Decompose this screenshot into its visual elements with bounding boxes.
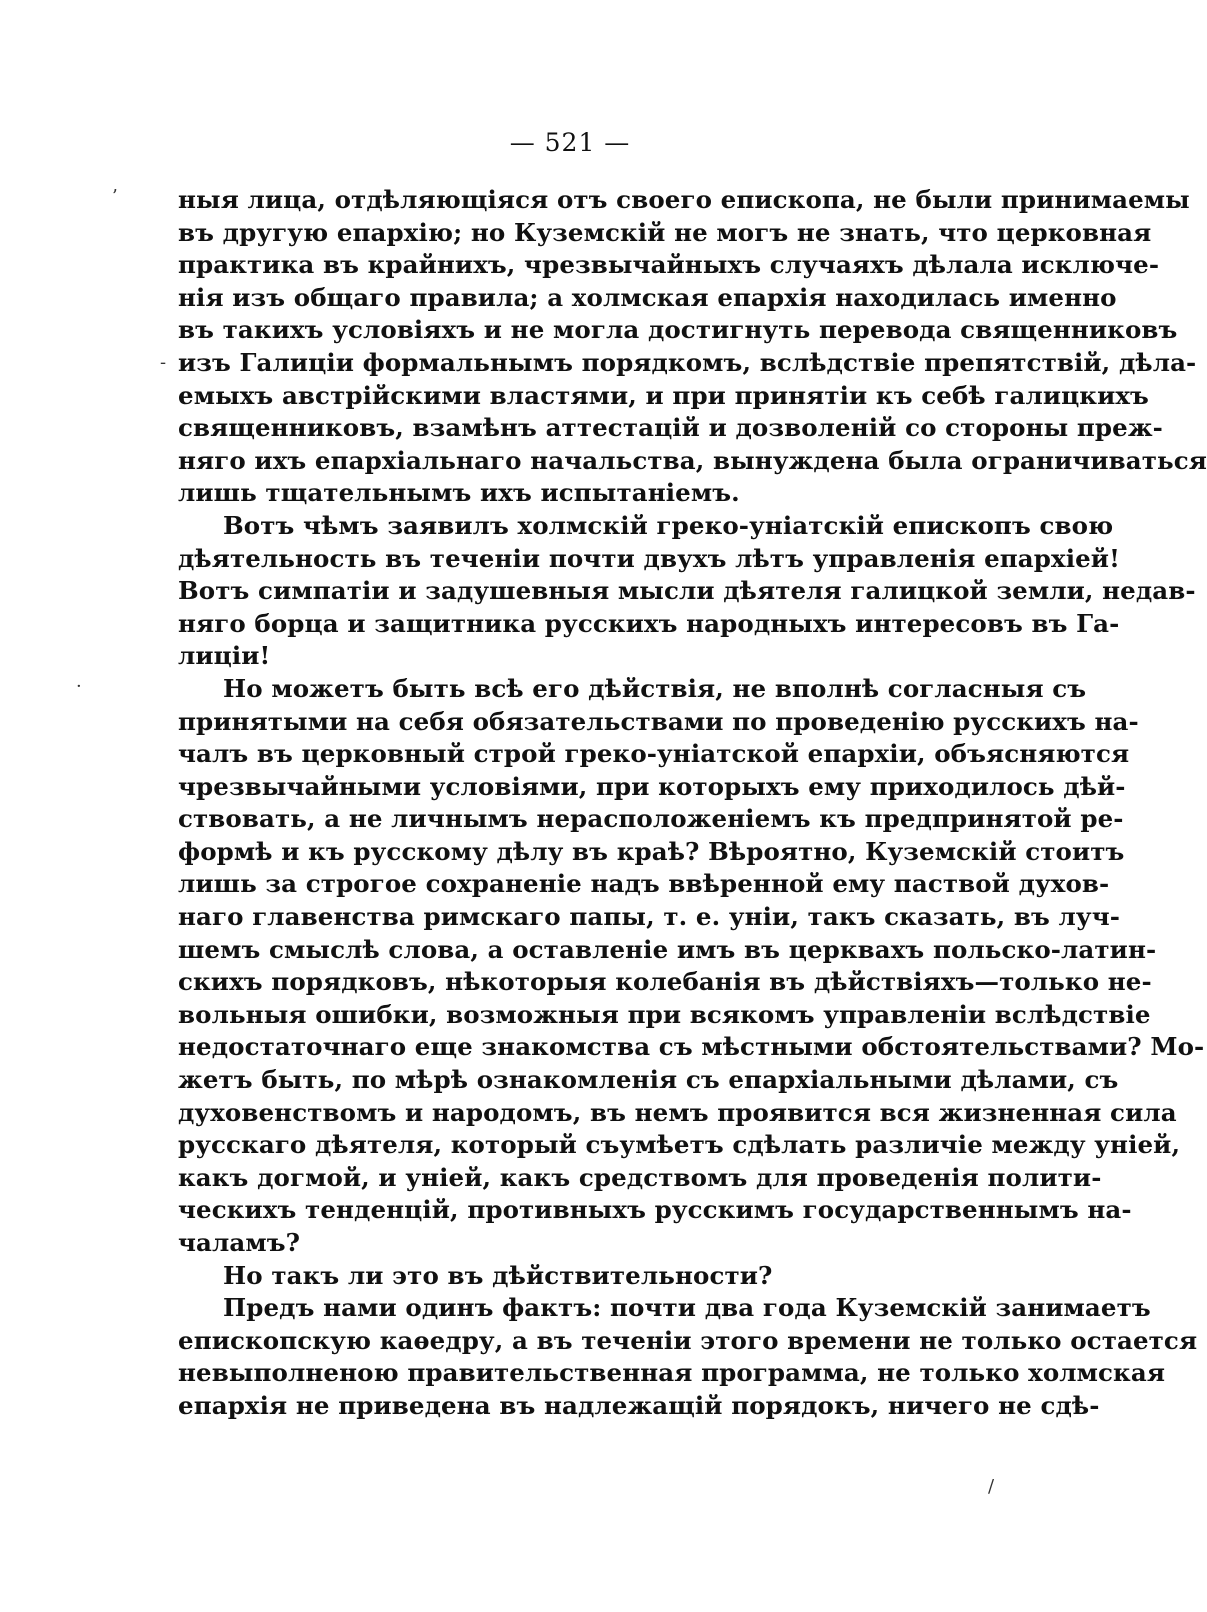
text-line: въ такихъ условіяхъ и не могла достигнуть перевода священниковъ xyxy=(178,315,1178,345)
text-line: недостаточнаго еще знакомства съ мѣстными обстоятельствами? Мо- xyxy=(178,1032,1205,1062)
text-line: чалъ въ церковный строй греко-уніатской епархіи, объясняются xyxy=(178,739,1130,769)
text-line: вольныя ошибки, возможныя при всякомъ управленіи вслѣдствіе xyxy=(178,999,1151,1029)
text-line: Вотъ симпатіи и задушевныя мысли дѣятеля галицкой земли, недав- xyxy=(178,576,1196,606)
text-line: Вотъ чѣмъ заявилъ холмскій греко-уніатскій епископъ свою xyxy=(223,510,1114,540)
scan-mark: / xyxy=(988,1476,995,1497)
text-line: скихъ порядковъ, нѣкоторыя колебанія въ дѣйствіяхъ—только не- xyxy=(178,967,1152,997)
text-line: Но такъ ли это въ дѣйствительности? xyxy=(223,1260,773,1290)
text-line: чрезвычайными условіями, при которыхъ ему приходилось дѣй- xyxy=(178,771,1126,801)
text-line: нія изъ общаго правила; а холмская епархія находилась именно xyxy=(178,282,1117,312)
text-line: жетъ быть, по мѣрѣ ознакомленія съ епархіальными дѣлами, съ xyxy=(178,1065,1119,1095)
text-line: епархія не приведена въ надлежащій порядокъ, ничего не сдѣ- xyxy=(178,1390,1100,1420)
text-line: въ другую епархію; но Куземскій не могъ не знать, что церковная xyxy=(178,217,1152,247)
page-number: — 521 — xyxy=(509,128,631,157)
scan-mark: · xyxy=(76,676,82,697)
text-line: наго главенства римскаго папы, т. е. уніи, такъ сказать, въ луч- xyxy=(178,902,1121,932)
body-text xyxy=(178,184,1207,1423)
text-line: принятыми на себя обязательствами по проведенію русскихъ на- xyxy=(178,706,1139,736)
text-line: дѣятельность въ теченіи почти двухъ лѣтъ управленія епархіей! xyxy=(178,543,1120,573)
text-line: лиціи! xyxy=(178,641,271,671)
text-line: формѣ и къ русскому дѣлу въ краѣ? Вѣроятно, Куземскій стоитъ xyxy=(178,836,1125,866)
text-line: емыхъ австрійскими властями, и при принятіи къ себѣ галицкихъ xyxy=(178,380,1149,410)
text-line: русскаго дѣятеля, который съумѣетъ сдѣлать различіе между уніей, xyxy=(178,1130,1181,1160)
text-line: шемъ смыслѣ слова, а оставленіе имъ въ церквахъ польско-латин- xyxy=(178,934,1157,964)
text-line: Предъ нами одинъ фактъ: почти два года Куземскій занимаетъ xyxy=(223,1293,1151,1323)
text-line: лишь за строгое сохраненіе надъ ввѣренной ему паствой духов- xyxy=(178,869,1110,899)
text-line: Но можетъ быть всѣ его дѣйствія, не вполнѣ согласныя съ xyxy=(223,673,1087,703)
text-line: епископскую каѳедру, а въ теченіи этого времени не только остается xyxy=(178,1325,1198,1355)
text-line: невыполненою правительственная программа, не только холмская xyxy=(178,1358,1166,1388)
text-line: няго борца и защитника русскихъ народныхъ интересовъ въ Га- xyxy=(178,608,1120,638)
text-line: изъ Галиціи формальнымъ порядкомъ, вслѣдствіе препятствій, дѣла- xyxy=(178,347,1197,377)
scan-mark: ’ xyxy=(112,186,118,207)
text-line: священниковъ, взамѣнъ аттестацій и дозволеній со стороны преж- xyxy=(178,413,1163,443)
text-line: чаламъ? xyxy=(178,1228,301,1257)
text-line: какъ догмой, и уніей, какъ средствомъ для проведенія полити- xyxy=(178,1162,1102,1192)
text-line: ныя лица, отдѣляющіяся отъ своего епископа, не были принимаемы xyxy=(178,185,1190,214)
scan-mark: - xyxy=(160,352,167,373)
text-line: практика въ крайнихъ, чрезвычайныхъ случаяхъ дѣлала исключе- xyxy=(178,250,1160,280)
text-line: ствовать, а не личнымъ нерасположеніемъ къ предпринятой ре- xyxy=(178,804,1124,834)
text-line: ческихъ тенденцій, противныхъ русскимъ государственнымъ на- xyxy=(178,1195,1132,1225)
text-line: духовенствомъ и народомъ, въ немъ проявится вся жизненная сила xyxy=(178,1097,1177,1127)
text-line: лишь тщательнымъ ихъ испытаніемъ. xyxy=(178,478,740,508)
text-line: няго ихъ епархіальнаго начальства, вынуждена была ограничиваться xyxy=(178,445,1207,475)
